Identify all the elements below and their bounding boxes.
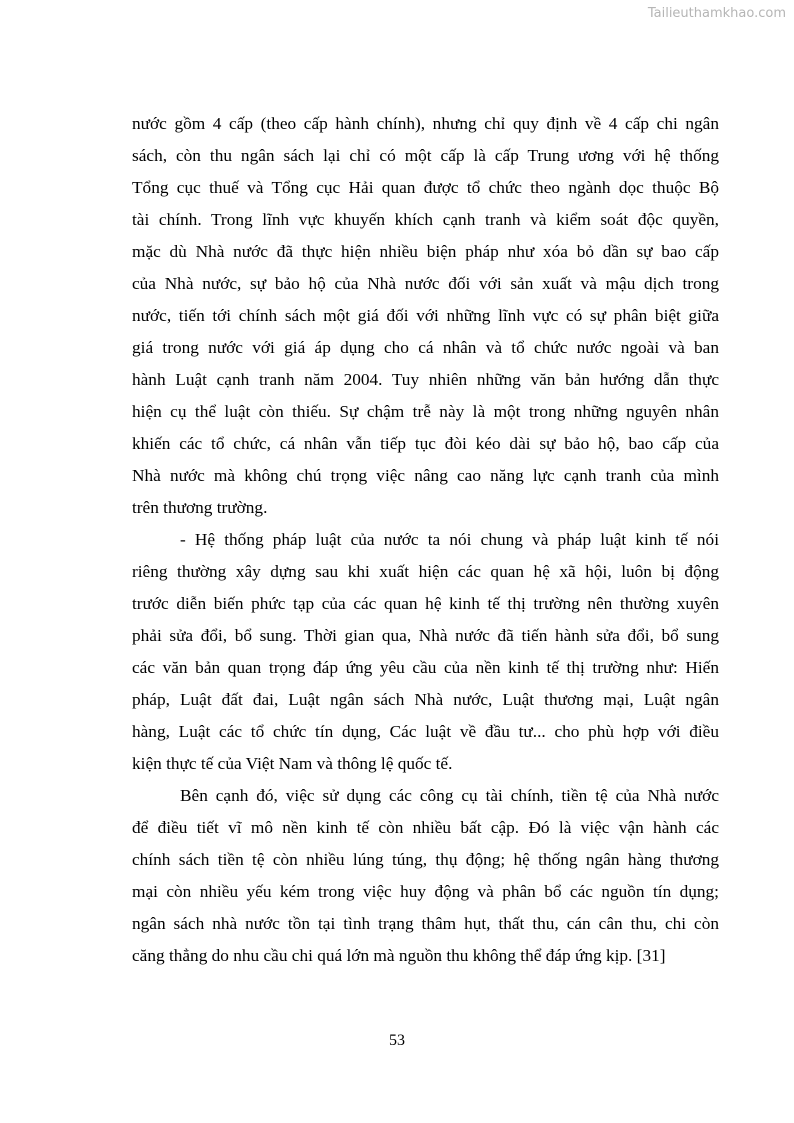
text-line: trước diễn biến phức tạp của các quan hệ kinh tế thị trường nên thường xuyên	[132, 594, 719, 613]
text-line: trên thương trường.	[132, 498, 268, 517]
text-line: phải sửa đổi, bổ sung. Thời gian qua, Nhà nước đã tiến hành sửa đổi, bổ sung	[132, 626, 719, 645]
text-line: tài chính. Trong lĩnh vực khuyến khích cạnh tranh và kiểm soát độc quyền,	[132, 210, 719, 229]
text-line: để điều tiết vĩ mô nền kinh tế còn nhiều bất cập. Đó là việc vận hành các	[132, 818, 719, 837]
text-line: sách, còn thu ngân sách lại chỉ có một cấp là cấp Trung ương với hệ thống	[132, 146, 719, 165]
text-line: giá trong nước với giá áp dụng cho cá nhân và tổ chức nước ngoài và ban	[132, 338, 719, 357]
text-line: chính sách tiền tệ còn nhiều lúng túng, thụ động; hệ thống ngân hàng thương	[132, 850, 719, 869]
page-number: 53	[389, 1032, 405, 1049]
text-line: của Nhà nước, sự bảo hộ của Nhà nước đối với sản xuất và mậu dịch trong	[132, 274, 719, 293]
text-line: kiện thực tế của Việt Nam và thông lệ quốc tế.	[132, 754, 453, 773]
text-line: Tổng cục thuế và Tổng cục Hải quan được tổ chức theo ngành dọc thuộc Bộ	[132, 178, 719, 197]
paragraph	[132, 108, 719, 524]
text-line: pháp, Luật đất đai, Luật ngân sách Nhà nước, Luật thương mại, Luật ngân	[132, 690, 719, 709]
text-line: nước, tiến tới chính sách một giá đối với những lĩnh vực có sự phân biệt giữa	[132, 306, 719, 325]
text-line: - Hệ thống pháp luật của nước ta nói chung và pháp luật kinh tế nói	[180, 530, 719, 549]
text-line: hiện cụ thể luật còn thiếu. Sự chậm trễ này là một trong những nguyên nhân	[132, 402, 719, 421]
text-line: khiến các tổ chức, cá nhân vẫn tiếp tục đòi kéo dài sự bảo hộ, bao cấp của	[132, 434, 719, 453]
text-line: riêng thường xây dựng sau khi xuất hiện các quan hệ xã hội, luôn bị động	[132, 562, 719, 581]
text-line: hàng, Luật các tổ chức tín dụng, Các luật về đầu tư... cho phù hợp với điều	[132, 722, 719, 741]
text-line: nước gồm 4 cấp (theo cấp hành chính), nhưng chỉ quy định về 4 cấp chi ngân	[132, 114, 719, 133]
paragraph	[132, 524, 719, 780]
text-line: mặc dù Nhà nước đã thực hiện nhiều biện pháp như xóa bỏ dần sự bao cấp	[132, 242, 719, 261]
text-line: ngân sách nhà nước tồn tại tình trạng thâm hụt, thất thu, cán cân thu, chi còn	[132, 914, 719, 933]
text-line: hành Luật cạnh tranh năm 2004. Tuy nhiên những văn bản hướng dẫn thực	[132, 370, 719, 389]
text-line: mại còn nhiều yếu kém trong việc huy động và phân bổ các nguồn tín dụng;	[132, 882, 719, 901]
text-line: Bên cạnh đó, việc sử dụng các công cụ tài chính, tiền tệ của Nhà nước	[180, 786, 719, 805]
watermark-text: Tailieuthamkhao.com	[647, 6, 786, 21]
text-line: các văn bản quan trọng đáp ứng yêu cầu của nền kinh tế thị trường như: Hiến	[132, 658, 719, 677]
paragraph	[132, 780, 719, 972]
text-line: căng thẳng do nhu cầu chi quá lớn mà nguồn thu không thể đáp ứng kịp. [31]	[132, 946, 666, 965]
document-body	[132, 108, 719, 972]
text-line: Nhà nước mà không chú trọng việc nâng cao năng lực cạnh tranh của mình	[132, 466, 719, 485]
